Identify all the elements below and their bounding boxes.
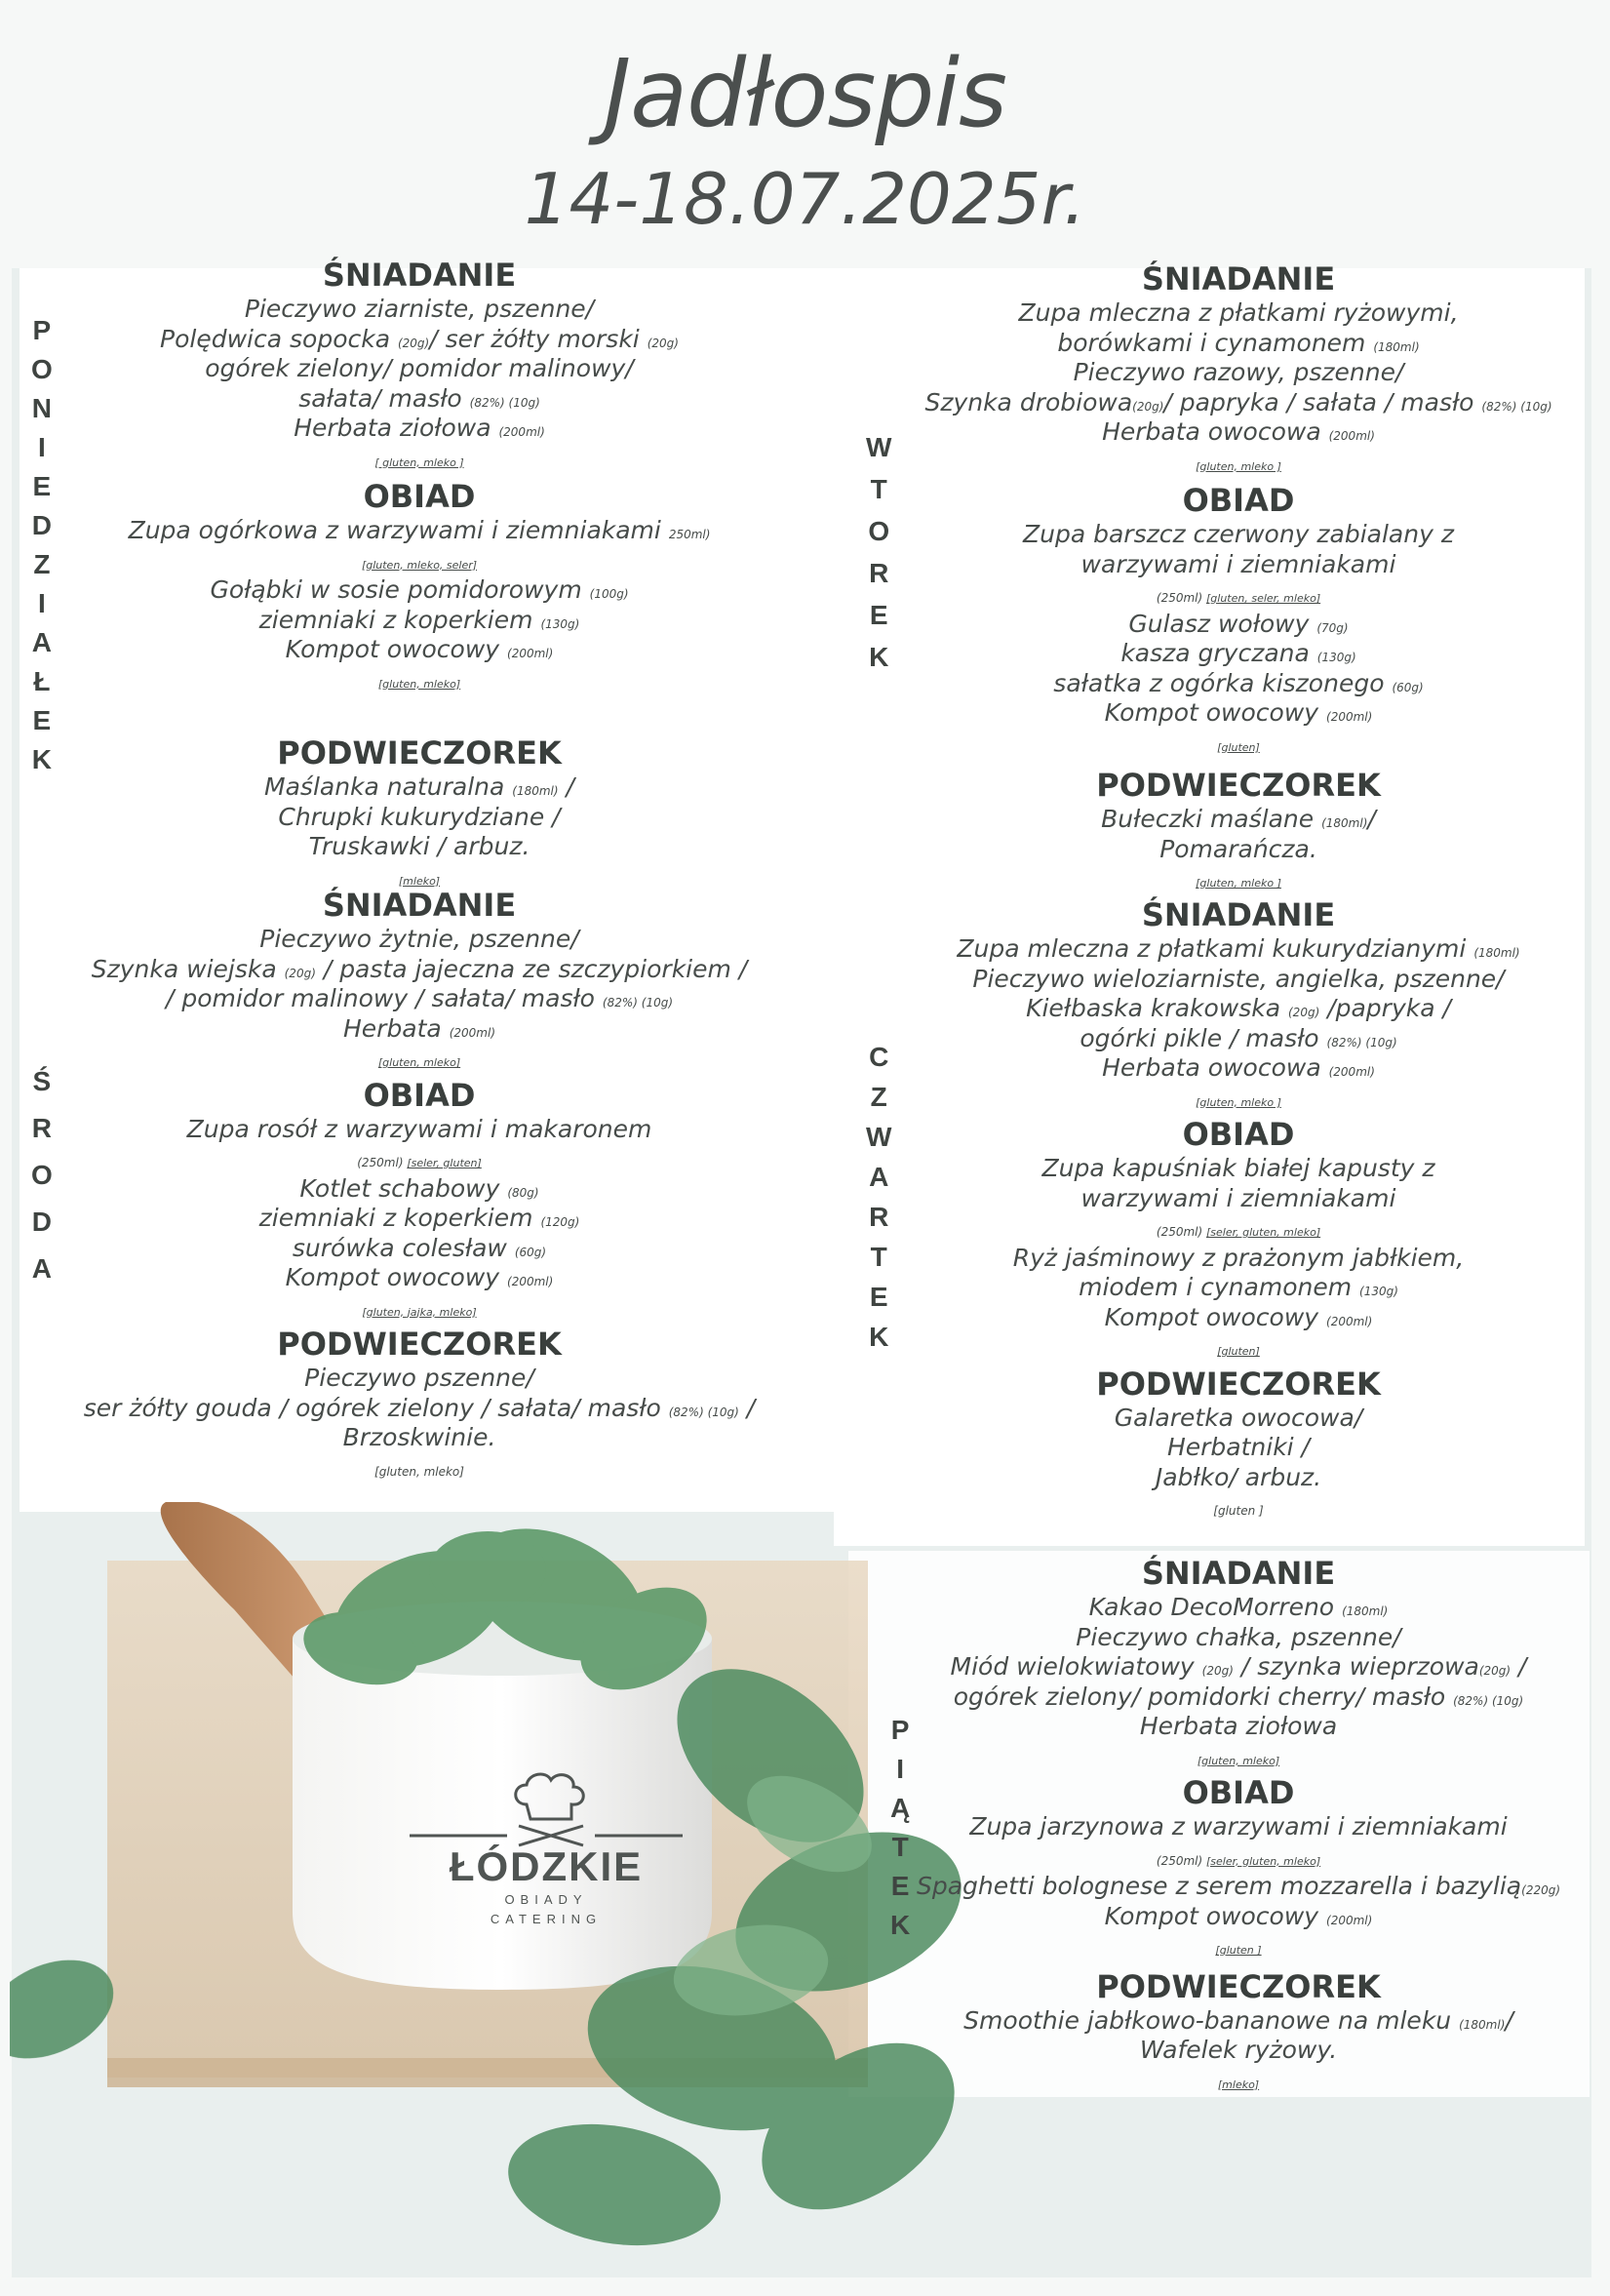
allergen-note: [mleko] <box>1217 2078 1260 2091</box>
dish-text: Pomarańcza. <box>1159 834 1317 863</box>
day-label-letter: O <box>31 354 53 384</box>
portion-note: (130g) <box>1316 651 1356 664</box>
dish-text: Herbata <box>342 1013 450 1043</box>
dish-text: Kompot owocowy <box>1104 1901 1327 1930</box>
dish-text: Pieczywo wieloziarniste, angielka, pszenne/ <box>972 964 1505 993</box>
menu-line <box>878 669 1599 699</box>
dish-text: Pieczywo ziarniste, pszenne/ <box>244 295 595 323</box>
portion-note: (60g) <box>1392 680 1424 694</box>
portion-note: [gluten ] <box>1213 1504 1264 1518</box>
dish-text: Truskawki / arbuz. <box>308 832 530 860</box>
menu-line <box>59 414 780 444</box>
dish-text: Herbata owocowa <box>1102 417 1329 446</box>
dish-text: Gołąbki w sosie pomidorowym <box>210 575 590 604</box>
dish-text: Smoothie jabłkowo-bananowe na mleku <box>963 2005 1460 2035</box>
day-label-letter: W <box>866 1122 892 1152</box>
logo-name: ŁÓDZKIE <box>449 1843 644 1889</box>
menu-line <box>59 516 780 546</box>
dish-text: / papryka / sałata / masło <box>1163 387 1482 416</box>
meal-heading: OBIAD <box>363 1076 476 1114</box>
allergen-note: [gluten, mleko ] <box>1196 459 1281 473</box>
menu-line <box>59 832 780 862</box>
menu-line <box>878 1593 1599 1623</box>
meal-heading: OBIAD <box>1182 1774 1295 1811</box>
portion-note: (120g) <box>540 1215 580 1229</box>
portion-note: (200ml) <box>498 425 545 439</box>
menu-line <box>59 772 780 803</box>
day-label-letter: R <box>31 1113 52 1143</box>
portion-note: (250ml) <box>1156 1853 1206 1868</box>
portion-note: (250ml) <box>1156 1225 1206 1239</box>
day-label-letter: K <box>869 642 889 672</box>
menu-line <box>878 994 1599 1024</box>
portion-note: (82%) (10g) <box>1453 1693 1524 1708</box>
caterer-logo <box>400 1765 692 1941</box>
allergen-note: [gluten, mleko ] <box>1196 877 1281 890</box>
menu-line <box>878 2006 1599 2037</box>
day-label-letter: O <box>31 1160 53 1190</box>
day-label-letter: I <box>896 1754 904 1784</box>
portion-note: (180ml) <box>512 784 559 798</box>
meal-heading: PODWIECZOREK <box>277 1326 562 1363</box>
menu-line <box>878 1404 1599 1434</box>
dish-text: Kiełbaska krakowska <box>1026 994 1288 1022</box>
portion-note: [gluten, mleko] <box>374 1464 464 1479</box>
menu-line <box>878 417 1599 448</box>
menu-line <box>878 805 1599 835</box>
day-label-letter: E <box>869 1282 888 1312</box>
dish-text: Zupa jarzynowa z warzywami i ziemniakami <box>969 1812 1508 1841</box>
allergen-note: [gluten, mleko, seler] <box>361 558 478 572</box>
portion-note: (20g) <box>1132 399 1164 414</box>
meal-heading: ŚNIADANIE <box>1141 896 1336 933</box>
date-range: 14-18.07.2025r. <box>524 158 1086 240</box>
menu-line <box>878 1812 1599 1842</box>
portion-note: (200ml) <box>1328 429 1375 443</box>
menu-line <box>878 835 1599 865</box>
day-label-letter: O <box>868 516 890 546</box>
day-label-letter: T <box>870 1242 887 1272</box>
dish-text: sałata/ masło <box>298 383 470 413</box>
portion-note: (130g) <box>1359 1285 1398 1298</box>
menu-line <box>878 1842 1599 1873</box>
dish-text: Kompot owocowy <box>1104 1302 1327 1331</box>
dish-text: Chrupki kukurydziane / <box>278 802 561 831</box>
menu-line <box>59 1044 780 1074</box>
day-label-letter: Ł <box>33 666 51 696</box>
dish-text: Pieczywo pszenne/ <box>304 1364 534 1392</box>
portion-note: (82%) (10g) <box>1326 1035 1397 1049</box>
day-label-letter: E <box>869 600 888 630</box>
portion-note: (200ml) <box>1328 1065 1375 1079</box>
day-menu-friday <box>878 1554 1599 2095</box>
day-label-letter: C <box>869 1042 889 1072</box>
portion-note: (20g) <box>284 966 316 980</box>
day-label-letter: A <box>869 1162 889 1192</box>
menu-line <box>59 1115 780 1145</box>
logo-subtitle: OBIADY <box>504 1892 588 1907</box>
dish-text: ziemniaki z koperkiem <box>258 1204 541 1232</box>
menu-line <box>878 1652 1599 1682</box>
dish-text: Herbatniki / <box>1166 1433 1311 1461</box>
menu-line <box>878 1154 1599 1184</box>
menu-line <box>878 550 1599 580</box>
day-label-letter: P <box>890 1715 910 1745</box>
dish-text: /papryka / <box>1319 994 1451 1022</box>
meal-heading: PODWIECZOREK <box>277 734 562 772</box>
dish-text: / <box>1367 805 1376 833</box>
allergen-note: [seler, gluten, mleko] <box>1206 1854 1321 1868</box>
dish-text: Kompot owocowy <box>285 635 508 663</box>
menu-line <box>59 1174 780 1205</box>
dish-text: Kompot owocowy <box>285 1263 508 1291</box>
portion-note: 250ml) <box>668 528 711 541</box>
menu-line <box>878 1303 1599 1333</box>
day-label-wednesday <box>31 1068 53 1283</box>
dish-text: ziemniaki z koperkiem <box>258 605 541 634</box>
dish-text: Pieczywo żytnie, pszenne/ <box>259 925 579 953</box>
menu-line <box>878 698 1599 729</box>
portion-note: (250ml) <box>1156 591 1206 605</box>
menu-line <box>878 729 1599 759</box>
menu-line <box>59 1394 780 1424</box>
allergen-note: [gluten, mleko] <box>377 1056 461 1069</box>
day-menu-tuesday <box>878 259 1599 894</box>
allergen-note: [gluten, mleko] <box>377 677 461 691</box>
day-label-letter: Z <box>870 1082 887 1112</box>
portion-note: (180ml) <box>1321 816 1368 830</box>
dish-text: Zupa mleczna z płatkami kukurydzianymi <box>957 934 1474 963</box>
menu-line <box>878 1244 1599 1274</box>
allergen-note: [ gluten, mleko ] <box>374 455 464 469</box>
portion-note: (20g) <box>1201 1664 1234 1678</box>
portion-note: (82%) (10g) <box>469 395 540 410</box>
portion-note: (220g) <box>1521 1883 1561 1897</box>
dish-text: / <box>738 1393 756 1422</box>
day-label-letter: Ą <box>890 1793 911 1823</box>
dish-text: Pieczywo chałka, pszenne/ <box>1076 1622 1401 1651</box>
menu-line <box>878 388 1599 418</box>
menu-line <box>59 984 780 1014</box>
menu-line <box>878 1213 1599 1244</box>
portion-note: (200ml) <box>1326 1913 1373 1927</box>
portion-note: (180ml) <box>1473 946 1520 960</box>
menu-line <box>878 298 1599 329</box>
dish-text: ogórek zielony/ pomidorki cherry/ masło <box>953 1682 1454 1711</box>
allergen-note: [gluten] <box>1217 1345 1260 1358</box>
day-label-letter: K <box>890 1910 911 1940</box>
menu-line <box>878 1463 1599 1493</box>
portion-note: (60g) <box>514 1245 547 1259</box>
allergen-note: [mleko] <box>398 874 441 888</box>
allergen-note: [gluten, seler, mleko] <box>1206 592 1321 605</box>
menu-line <box>878 520 1599 550</box>
day-label-letter: I <box>38 432 46 462</box>
page-title: Jadłospis <box>603 39 1006 148</box>
day-label-letter: K <box>31 744 52 774</box>
dish-text: Zupa rosół z warzywami i makaronem <box>186 1114 652 1143</box>
dish-text: Zupa mleczna z płatkami ryżowymi, <box>1018 298 1459 327</box>
dish-text: borówkami i cynamonem <box>1057 328 1374 357</box>
menu-line <box>59 325 780 355</box>
portion-note: (82%) (10g) <box>1481 399 1552 414</box>
menu-line <box>878 1931 1599 1961</box>
menu-line <box>878 1623 1599 1653</box>
dish-text: Pieczywo razowy, pszenne/ <box>1073 358 1404 386</box>
menu-line <box>59 1014 780 1045</box>
day-label-letter: D <box>31 1207 52 1237</box>
portion-note: (80g) <box>507 1185 539 1200</box>
menu-line <box>59 1234 780 1264</box>
dish-text: Zupa kapuśniak białej kapusty z <box>1041 1154 1435 1182</box>
portion-note: (200ml) <box>449 1025 495 1040</box>
dish-text: sałatka z ogórka kiszonego <box>1053 668 1393 697</box>
dish-text: Kotlet schabowy <box>299 1173 508 1203</box>
dish-text: Jabłko/ arbuz. <box>1155 1462 1322 1491</box>
day-label-letter: I <box>38 588 46 618</box>
day-label-letter: R <box>869 558 889 588</box>
portion-note: (180ml) <box>1373 339 1420 354</box>
day-label-letter: E <box>32 705 52 735</box>
dish-text: Kompot owocowy <box>1104 698 1327 727</box>
menu-line <box>878 1084 1599 1114</box>
dish-text: / pasta jajeczna ze szczypiorkiem / <box>315 954 748 983</box>
menu-line <box>878 448 1599 478</box>
dish-text: Wafelek ryżowy. <box>1139 2036 1338 2064</box>
dish-text: ogórki pikle / masło <box>1080 1023 1327 1052</box>
dish-text: Zupa barszcz czerwony zabialany z <box>1023 520 1454 548</box>
menu-line <box>878 1053 1599 1084</box>
menu-line <box>878 329 1599 359</box>
day-label-letter: Ś <box>32 1066 52 1096</box>
day-label-monday <box>31 317 53 773</box>
day-menu-thursday <box>878 895 1599 1523</box>
dish-text: / szynka wieprzowa <box>1233 1652 1479 1681</box>
portion-note: (20g) <box>397 336 430 350</box>
dish-text: Maślanka naturalna <box>264 772 513 801</box>
dish-text: Spaghetti bolognese z serem mozzarella i bazylią <box>916 1872 1522 1900</box>
dish-text: Szynka drobiowa <box>924 387 1133 416</box>
meal-heading: ŚNIADANIE <box>322 887 517 924</box>
menu-line <box>878 2066 1599 2096</box>
dish-text: surówka colesław <box>292 1233 515 1262</box>
portion-note: (82%) (10g) <box>602 996 674 1009</box>
dish-text: warzywami i ziemniakami <box>1080 1183 1396 1212</box>
day-label-letter: R <box>869 1202 889 1232</box>
portion-note: (180ml) <box>1459 2017 1506 2032</box>
menu-line <box>878 1024 1599 1054</box>
menu-line <box>878 1872 1599 1902</box>
dish-text: / <box>558 772 574 801</box>
menu-line <box>59 1423 780 1453</box>
portion-note: (70g) <box>1316 620 1349 635</box>
meal-heading: ŚNIADANIE <box>1141 260 1336 297</box>
menu-line <box>59 444 780 474</box>
allergen-note: [gluten, jajka, mleko] <box>362 1305 477 1319</box>
day-label-letter: K <box>869 1322 889 1352</box>
menu-line <box>59 665 780 695</box>
dish-text: Gulasz wołowy <box>1128 609 1317 638</box>
day-label-letter: A <box>31 1253 52 1284</box>
allergen-note: [gluten, mleko ] <box>1196 1095 1281 1109</box>
menu-line <box>878 610 1599 640</box>
menu-line <box>878 1433 1599 1463</box>
portion-note: (100g) <box>589 587 629 601</box>
dish-text: miodem i cynamonem <box>1079 1273 1360 1301</box>
dish-text: ser żółty gouda / ogórek zielony / sałata/ masło <box>83 1393 669 1422</box>
meal-heading: OBIAD <box>1182 1116 1295 1153</box>
portion-note: (20g) <box>1288 1006 1320 1019</box>
day-label-letter: N <box>31 393 52 423</box>
menu-line <box>59 354 780 384</box>
menu-line <box>59 384 780 415</box>
portion-note: (20g) <box>647 336 679 350</box>
portion-note: (200ml) <box>507 647 554 660</box>
portion-note: (250ml) <box>357 1156 408 1169</box>
logo-subtitle: CATERING <box>490 1912 603 1926</box>
dish-text: Polędwica sopocka <box>160 324 398 353</box>
menu-line <box>59 803 780 833</box>
day-menu-monday <box>59 256 780 891</box>
allergen-note: [seler, gluten] <box>407 1157 482 1169</box>
dish-text: Miód wielokwiatowy <box>950 1652 1202 1681</box>
menu-line <box>59 1144 780 1174</box>
allergen-note: [seler, gluten, mleko] <box>1206 1226 1321 1239</box>
menu-line <box>59 606 780 636</box>
menu-line <box>878 358 1599 388</box>
menu-line <box>878 1273 1599 1303</box>
allergen-note: [gluten] <box>1217 740 1260 754</box>
portion-note: (200ml) <box>1326 710 1373 724</box>
dish-text: / <box>1505 2005 1513 2035</box>
menu-line <box>59 925 780 955</box>
dish-text: kasza gryczana <box>1120 639 1317 667</box>
day-label-letter: E <box>32 471 52 501</box>
meal-heading: PODWIECZOREK <box>1096 1365 1381 1403</box>
day-label-letter: T <box>891 1832 909 1862</box>
menu-line <box>878 1492 1599 1523</box>
dish-text: Brzoskwinie. <box>342 1423 496 1451</box>
menu-line <box>59 955 780 985</box>
menu-line <box>59 295 780 325</box>
portion-note: (200ml) <box>507 1275 554 1288</box>
dish-text: Zupa ogórkowa z warzywami i ziemniakami <box>128 516 669 544</box>
menu-line <box>59 1204 780 1234</box>
portion-note: (180ml) <box>1342 1604 1389 1618</box>
menu-line <box>59 1293 780 1324</box>
day-label-letter: E <box>890 1871 910 1901</box>
menu-line <box>878 864 1599 894</box>
dish-text: Szynka wiejska <box>91 954 285 983</box>
dish-text: Herbata ziołowa <box>1139 1712 1338 1740</box>
menu-line <box>59 635 780 665</box>
dish-text: Ryż jaśminowy z prażonym jabłkiem, <box>1012 1243 1465 1272</box>
day-label-letter: T <box>870 474 887 504</box>
meal-heading: PODWIECZOREK <box>1096 1967 1381 2005</box>
meal-heading: ŚNIADANIE <box>322 257 517 294</box>
dish-text: warzywami i ziemniakami <box>1080 549 1396 578</box>
dish-text: / pomidor malinowy / sałata/ masło <box>165 984 603 1012</box>
allergen-note: [gluten, mleko] <box>1197 1754 1280 1767</box>
menu-line <box>878 639 1599 669</box>
menu-line <box>878 2036 1599 2066</box>
allergen-note: [gluten ] <box>1215 1944 1262 1957</box>
menu-line <box>59 1263 780 1293</box>
menu-line <box>878 965 1599 995</box>
portion-note: (82%) (10g) <box>668 1405 739 1419</box>
dish-text: Herbata owocowa <box>1102 1053 1329 1082</box>
chef-hat-icon <box>400 1765 692 1853</box>
menu-line <box>878 1902 1599 1932</box>
meal-heading: OBIAD <box>363 478 476 515</box>
dish-text: / ser żółty morski <box>429 324 648 353</box>
menu-line <box>59 1364 780 1394</box>
portion-note: (130g) <box>540 616 580 631</box>
day-label-letter: P <box>32 315 52 345</box>
menu-line <box>878 579 1599 610</box>
meal-heading: ŚNIADANIE <box>1141 1555 1336 1592</box>
menu-line <box>878 1682 1599 1713</box>
menu-line <box>59 1453 780 1484</box>
menu-line <box>878 1712 1599 1745</box>
menu-line <box>878 1742 1599 1772</box>
menu-line <box>878 1332 1599 1363</box>
day-label-letter: A <box>31 627 52 657</box>
day-menu-wednesday <box>59 886 780 1483</box>
meal-heading: OBIAD <box>1182 482 1295 519</box>
menu-line <box>59 575 780 606</box>
dish-text: Herbata ziołowa <box>294 414 499 442</box>
day-label-letter: D <box>31 510 52 540</box>
portion-note: (20g) <box>1478 1664 1512 1678</box>
dish-text: / <box>1511 1652 1527 1681</box>
menu-line <box>878 934 1599 965</box>
menu-line <box>878 1184 1599 1214</box>
dish-text: ogórek zielony/ pomidor malinowy/ <box>205 354 634 382</box>
dish-text: Galaretka owocowa/ <box>1114 1403 1363 1432</box>
day-label-letter: W <box>866 432 892 462</box>
menu-line <box>59 546 780 576</box>
dish-text: Bułeczki maślane <box>1101 805 1322 833</box>
dish-text: Kakao DecoMorreno <box>1088 1593 1343 1621</box>
portion-note: (200ml) <box>1326 1314 1373 1328</box>
day-label-letter: Z <box>33 549 51 579</box>
meal-heading: PODWIECZOREK <box>1096 767 1381 804</box>
